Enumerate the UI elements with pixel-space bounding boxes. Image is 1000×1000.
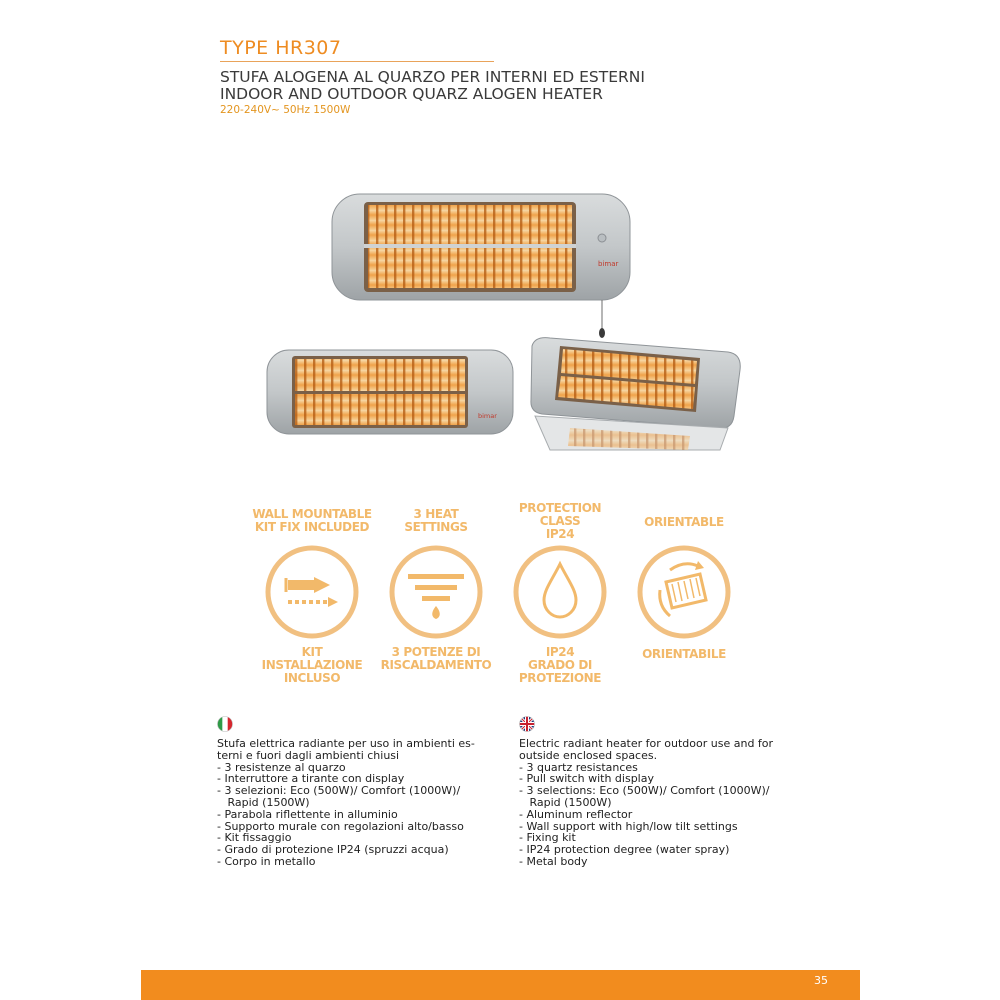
page-header <box>220 36 740 116</box>
feature-label-en: WALL MOUNTABLE KIT FIX INCLUDED <box>252 507 372 534</box>
feature-label-it: ORIENTABILE <box>642 647 726 661</box>
heat-settings-icon <box>388 544 484 640</box>
product-type-title: TYPE HR307 <box>220 37 342 59</box>
page-footer-bar <box>141 970 860 1000</box>
description-italian: Stufa elettrica radiante per uso in ambienti es- terni e fuori dagli ambienti chiusi - 3 resistenze al quarzo - Interruttore a tirante con display - 3 selezioni: Eco (500W)/ Comfort (1000W)/ Rapid (1500W) - Parabola riflettente in alluminio - Supporto murale con regolazioni alto/basso - Kit fissaggio - Grado di protezione IP24 (spruzzi acqua) - Corpo in metallo <box>217 716 507 868</box>
description-english: Electric radiant heater for outdoor use and for outside enclosed spaces. - 3 quartz resistances - Pull switch with display - 3 selections: Eco (500W)/ Comfort (1000W)/ Rapid (1500W) - Aluminum reflector - Wall support with high/low tilt settings - Fixing kit - IP24 protection degree (water spray) - Metal body <box>519 716 809 868</box>
uk-flag-icon <box>519 716 535 732</box>
heater-tilted-view <box>531 338 740 450</box>
wall-mount-icon <box>264 544 360 640</box>
heater-side-view <box>267 350 513 434</box>
orientable-icon <box>636 544 732 640</box>
feature-label-it: IP24 GRADO DI PROTEZIONE <box>518 645 602 685</box>
feature-label-en: ORIENTABLE <box>644 515 724 529</box>
electrical-spec: 220-240V~ 50Hz 1500W <box>220 104 351 116</box>
heater-front-view <box>332 194 630 338</box>
heater-illustrations <box>250 180 750 470</box>
feature-icons-row <box>250 500 750 700</box>
feature-label-it: KIT INSTALLAZIONE INCLUSO <box>261 645 363 685</box>
product-photos <box>250 180 750 470</box>
title-underline <box>220 61 494 62</box>
svg-text:bimar: bimar <box>478 412 497 420</box>
subtitle-english: INDOOR AND OUTDOOR QUARZ ALOGEN HEATER <box>220 85 603 103</box>
brand-logo: bimar <box>598 260 619 268</box>
page-number: 35 <box>814 974 828 987</box>
feature-label-en: 3 HEAT SETTINGS <box>404 507 468 534</box>
italy-flag-icon <box>217 716 233 732</box>
water-drop-icon <box>512 544 608 640</box>
subtitle-italian: STUFA ALOGENA AL QUARZO PER INTERNI ED ESTERNI <box>220 68 645 86</box>
feature-label-it: 3 POTENZE DI RISCALDAMENTO <box>380 645 492 672</box>
feature-label-en: PROTECTION CLASS IP24 <box>518 501 602 541</box>
